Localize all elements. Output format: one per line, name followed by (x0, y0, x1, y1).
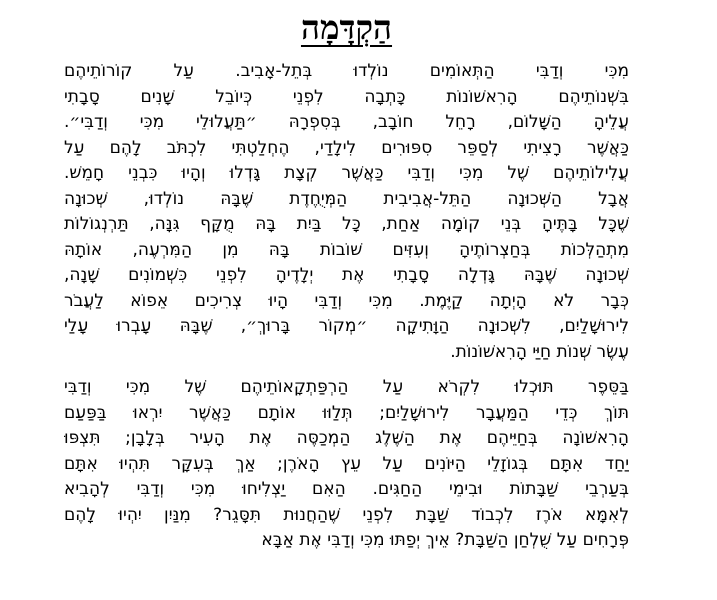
text-line: בַּסֵּפֶר תּוּכְלוּ לִקְרֹא עַל הַרְפַּתְקָאוֹתֵיהֶם שֶׁל מִכִּי וְדַבִּי (64, 377, 629, 397)
document-title: הַקְדָּמָה (300, 8, 393, 47)
text-line: בִּשְׁנוֹתֵיהֶם הָרִאשׁוֹנוֹת כָּתְבָה לִפְנֵי כְּיוֹבֵל שָׁנִים סָבָתִי (64, 86, 629, 107)
text-line: עֲלֵיהָ הַשָּׁלוֹם, רָחֵל חוֹבָב, בְּסִפְרָהּ ״תַּעֲלוּלֵי מִכִּי וְדַבִּי״. (64, 112, 629, 132)
text-line: בְּעַרְבֵי שַׁבָּתוֹת וּבִימֵי הַחַגִּים. הַאִם יַצְלִיחוּ מִכִּי וְדַבִּי לְהָבִיא (64, 479, 629, 499)
text-line: לִירוּשָׁלַיִם, לִשְׁכוּנָה הַוָּתִיקָה ״מְקוֹר בָּרוּךְ״, שֶׁבָּהּ עָבְרוּ עָלַי (64, 316, 629, 336)
text-line: פְּרָחִים עַל שֻׁלְחַן הַשַּׁבָּת? אֵיךְ יְפַתּוּ מִכִּי וְדַבִּי אֶת אַבָּא (261, 530, 629, 550)
text-line: תּוֹךְ כְּדֵי הַמַּעֲבָר לִירוּשָׁלַיִם; תְּלַוּוּ אוֹתָם כַּאֲשֶׁר יִרְאוּ בַּפַּעַם (64, 402, 629, 423)
text-line: שֶׁכָּל בָּתֶּיהָ בְּנֵי קוֹמָה אַחַת, כָּל בַּיִת בָּהּ מֻקָּף גִּנָּה, תַּרְנְגוֹלוֹת (64, 214, 629, 234)
text-line: הָרִאשׁוֹנָה בְּחַיֵּיהֶם אֶת הַשֶּׁלֶג הַמְכַסֶּה אֶת הָעִיר בְּלָבָן; תִּצְפּוּ (64, 428, 629, 448)
text-line: לְאִמָּא אֹרֶז לִכְבוֹד שַׁבָּת לִפְנֵי שֶׁהַחֲנוּת תִּסָּגֵר? מִנַּיִן יִהְיוּ לָהֶם (64, 504, 629, 525)
text-line: עֶשֶׂר שְׁנוֹת חַיַּי הָרִאשׁוֹנוֹת. (450, 341, 629, 362)
text-line: שְׁכוּנָה שֶׁבָּהּ גָּדְלָה סָבָתִי אֶת יְלָדֶיהָ לִפְנֵי כִּשְׁמוֹנִים שָׁנָה, (64, 265, 629, 285)
paragraph (64, 375, 629, 554)
document-body (64, 59, 629, 554)
text-line: יַחַד אִתָּם בְּגוֹזָלֵי הַיּוֹנִים עַל עֵץ הָאֹרֶן; אַךְ בְּעִקָּר תִּהְיוּ אִתָּם (64, 453, 629, 474)
text-line: אֲבָל הַשְּׁכוּנָה הַתֵּל-אֲבִיבִית הַמְּיֻחֶדֶת שֶׁבָּהּ נוֹלְדוּ, שְׁכוּנָה (64, 188, 629, 209)
text-line: כְּבָר לֹא הָיְתָה קַיֶּמֶת. מִכִּי וְדַבִּי הָיוּ צְרִיכִים אֵפוֹא לַעֲבֹר (64, 290, 629, 311)
text-line: מִתְהַלְּכוֹת בְּחַצְרוֹתֶיהָ וְעִזִּים שׁוֹבוֹת בָּהּ מִן הַמִּרְעֶה, אוֹתָהּ (64, 239, 629, 260)
paragraph (64, 59, 629, 365)
text-line: מִכִּי וְדַבִּי הַתְּאוֹמִים נוֹלְדוּ בְּתֵל-אָבִיב. עַל קוֹרוֹתֵיהֶם (64, 61, 629, 81)
text-line: כַּאֲשֶׁר רָצִיתִי לְסַפֵּר סִפּוּרִים לִילָדַי, הֶחְלַטְתִּי לִכְתֹּב לָהֶם עַל (64, 137, 629, 158)
text-line: עֲלִילוֹתֵיהֶם שֶׁל מִכִּי וְדַבִּי כַּאֲשֶׁר קְצָת גָּדְלוּ וְהָיוּ כִּבְנֵי חָמֵשׁ. (64, 163, 629, 183)
